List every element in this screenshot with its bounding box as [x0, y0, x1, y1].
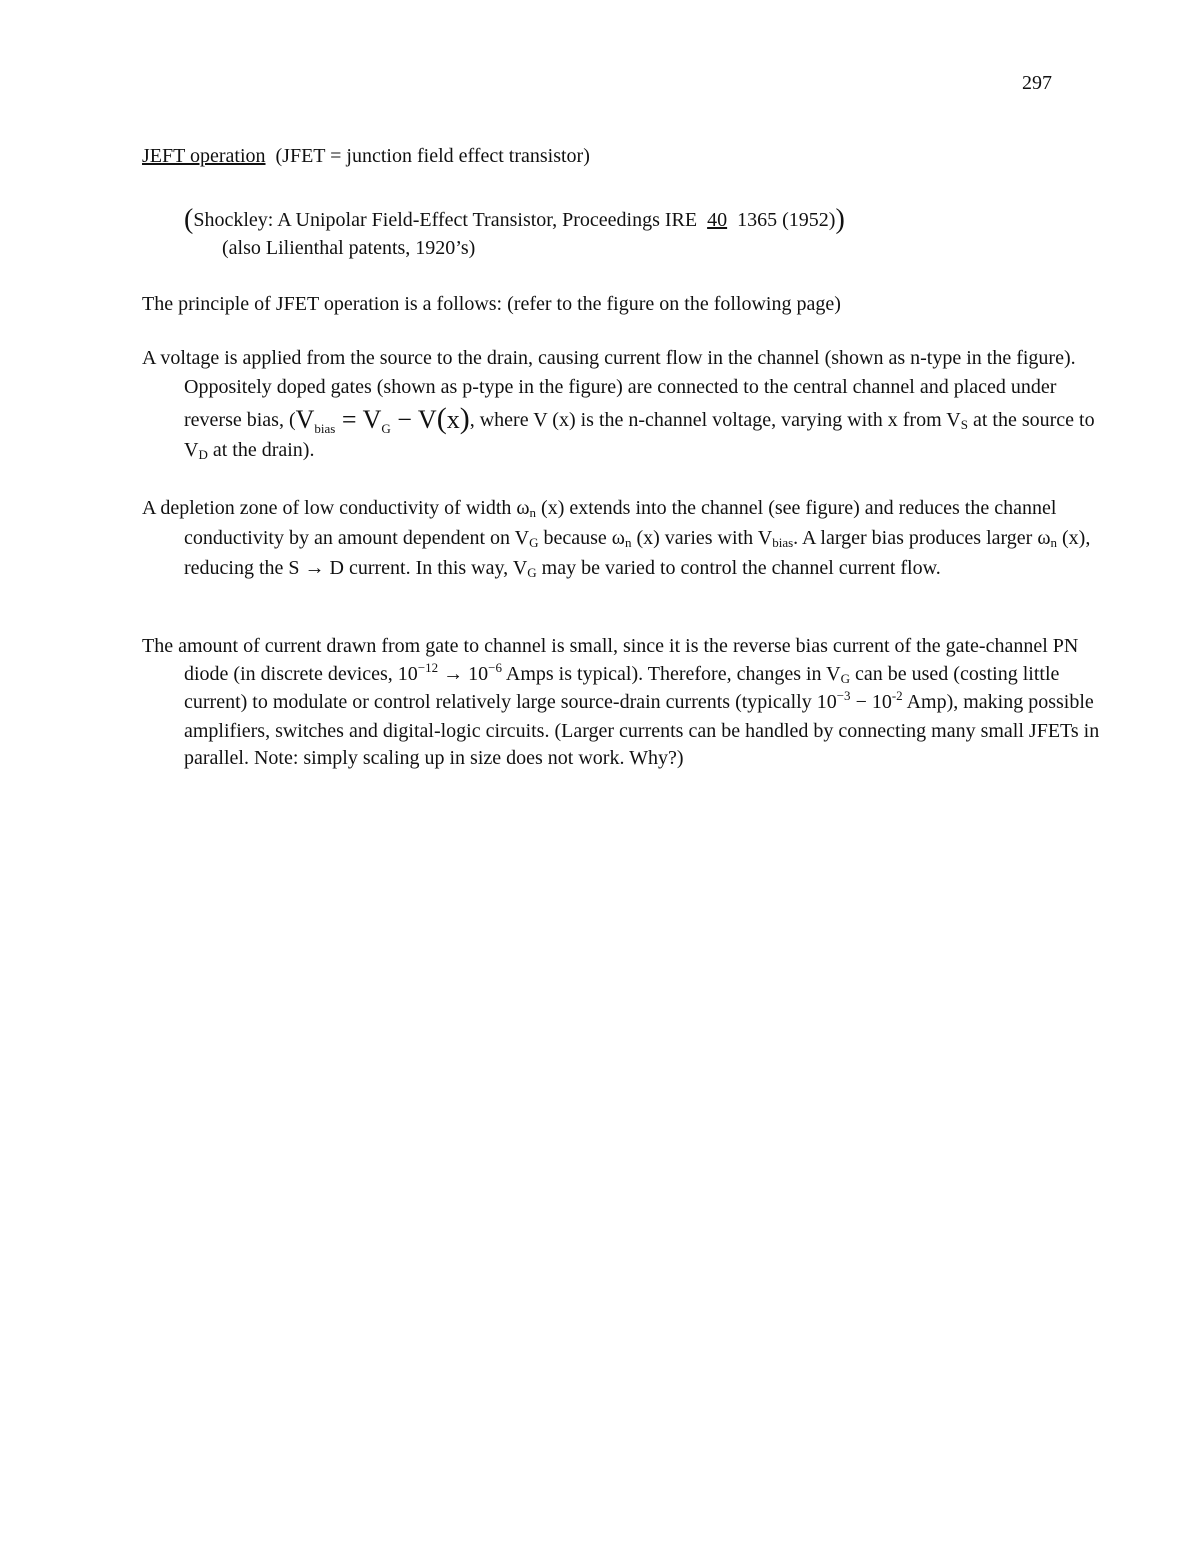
p2-text-f: (x), reducing the S → D current. In this way, V: [184, 527, 1091, 579]
p2-text-d: (x) varies with V: [631, 527, 773, 549]
p3-sub-g: G: [840, 670, 851, 686]
p1-sub-s: S: [960, 417, 968, 432]
p2-text-a: A depletion zone of low conductivity of width ω: [142, 497, 530, 519]
p2-text-c: because ω: [538, 527, 625, 549]
p3-text-d: can be used (costing little current) to modulate or control relatively large source-drain currents (typically 10: [184, 662, 1060, 713]
p2-sub-n1: n: [529, 505, 537, 520]
citation-text: Shockley: A Unipolar Field-Effect Transistor, Proceedings IRE: [193, 209, 698, 231]
eq-sub-bias: bias: [314, 421, 336, 436]
p1-text-c: at the source to V: [184, 409, 1095, 461]
p2-sub-n3: n: [1050, 535, 1058, 550]
eq-x: x: [446, 405, 460, 434]
intro-paragraph: The principle of JFET operation is a follows: (refer to the figure on the following page): [142, 293, 841, 315]
p3-text-c: Amps is typical). Therefore, changes in V: [502, 662, 841, 685]
bias-equation: [295, 402, 470, 436]
citation-open-paren: (: [184, 204, 194, 235]
citation-pages: 1365 (1952): [737, 209, 836, 231]
eq-paren-close: ): [459, 402, 470, 435]
p3-exp3: −3: [836, 688, 851, 703]
p1-sub-d: D: [198, 447, 208, 462]
p2-sub-bias: bias: [772, 535, 794, 550]
p3-exp2: −6: [488, 659, 502, 675]
citation-also: (also Lilienthal patents, 1920’s): [222, 237, 476, 259]
eq-sub-g: G: [381, 421, 391, 436]
p2-text-g: may be varied to control the channel current flow.: [536, 557, 941, 579]
p2-text-b: (x) extends into the channel (see figure) and reduces the channel conductivity by an amount dependent on V: [184, 497, 1057, 549]
p3-exp1: −12: [417, 659, 439, 675]
eq-equals: =: [335, 405, 363, 434]
p2-sub-n2: n: [624, 535, 632, 550]
citation-volume: 40: [707, 209, 728, 231]
p3-exp4: -2: [891, 688, 903, 703]
eq-minus-v: − V: [390, 405, 437, 434]
heading-subtitle: (JFET = junction field effect transistor): [275, 145, 590, 167]
page-number: 297: [1022, 72, 1052, 94]
heading-title: JEFT operation: [142, 145, 266, 167]
paragraph-depletion: [142, 494, 1104, 584]
p1-text-e: at the drain).: [207, 439, 315, 461]
p3-text-e: − 10: [850, 691, 892, 713]
p3-text-a: The amount of current drawn from gate to channel is small, since it is the reverse bias current of the gate-channel PN diode (in discrete devices, 10: [142, 635, 1079, 685]
eq-paren-open: (: [436, 402, 447, 435]
p3-text-b: → 10: [438, 662, 489, 685]
citation-close-paren: ): [835, 204, 845, 235]
p2-text-e: . A larger bias produces larger ω: [793, 527, 1051, 549]
citation: [184, 203, 845, 235]
paragraph-voltage: [142, 344, 1104, 466]
p1-text-b: , where V (x) is the n-channel voltage, varying with x from V: [469, 409, 961, 431]
p2-sub-g2: G: [527, 565, 537, 580]
p1-text-a: A voltage is applied from the source to the drain, causing current flow in the channel (shown as n-type in the figure). Oppositely doped gates (shown as p-type in the figure) are connected to the central channel and placed under reverse bias, (: [142, 347, 1076, 431]
section-heading: [142, 142, 1062, 170]
eq-v-g: V: [362, 405, 382, 434]
p2-sub-g1: G: [529, 535, 539, 550]
p3-text-f: Amp), making possible amplifiers, switches and digital-logic circuits. (Larger currents can be handled by connecting many small JFETs in parallel. Note: simply scaling up in size does not work. Why?): [184, 691, 1100, 769]
paragraph-current: [142, 633, 1104, 773]
eq-v-bias: V: [295, 405, 315, 434]
